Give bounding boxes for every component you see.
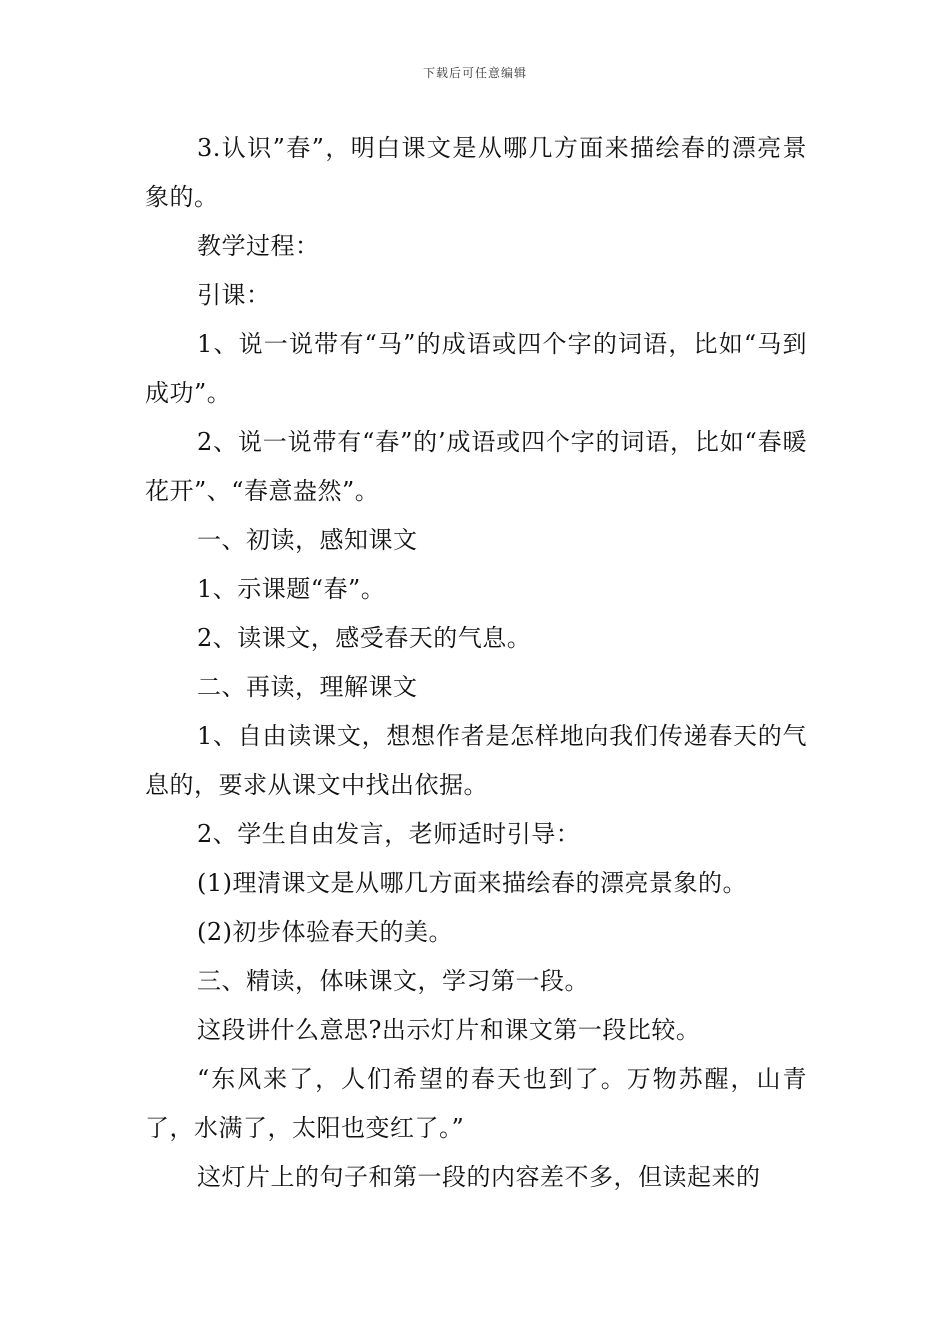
paragraph-objective-3: 3.认识”春”，明白课文是从哪几方面来描绘春的漂亮景象的。 — [145, 134, 807, 211]
paragraph-second-reading-item-1: 1、自由读课文，想想作者是怎样地向我们传递春天的气息的，要求从课文中找出依据。 — [145, 722, 807, 799]
page-header: 下载后可任意编辑 — [422, 66, 527, 80]
paragraph-second-reading-sub-1: (1)理清课文是从哪几方面来描绘春的漂亮景象的。 — [197, 869, 747, 897]
paragraph-second-reading-item-2: 2、学生自由发言，老师适时引导： — [197, 820, 581, 848]
paragraph-close-reading-question: 这段讲什么意思?出示灯片和课文第一段比较。 — [197, 1016, 701, 1044]
paragraph-introduction-heading: 引课： — [197, 281, 271, 309]
paragraph-intro-item-1: 1、说一说带有“马”的成语或四个字的词语，比如“马到成功”。 — [145, 330, 807, 407]
paragraph-second-reading-sub-2: (2)初步体验春天的美。 — [197, 918, 453, 946]
paragraph-comparison: 这灯片上的句子和第一段的内容差不多，但读起来的 — [197, 1163, 761, 1191]
paragraph-first-reading-item-1: 1、示课题“春”。 — [197, 575, 386, 603]
paragraph-slide-quote: “东风来了，人们希望的春天也到了。万物苏醒，山青了，水满了，太阳也变红了。” — [145, 1065, 807, 1142]
document-body — [145, 124, 807, 1202]
section-heading-second-reading: 二、再读，理解课文 — [197, 673, 418, 701]
paragraph-first-reading-item-2: 2、读课文，感受春天的气息。 — [197, 624, 532, 652]
paragraph-intro-item-2: 2、说一说带有“春”的’成语或四个字的词语，比如“春暖花开”、“春意盎然”。 — [145, 428, 807, 505]
section-heading-first-reading: 一、初读，感知课文 — [197, 526, 418, 554]
paragraph-teaching-process-heading: 教学过程： — [197, 232, 320, 260]
section-heading-close-reading: 三、精读，体味课文，学习第一段。 — [197, 967, 589, 995]
